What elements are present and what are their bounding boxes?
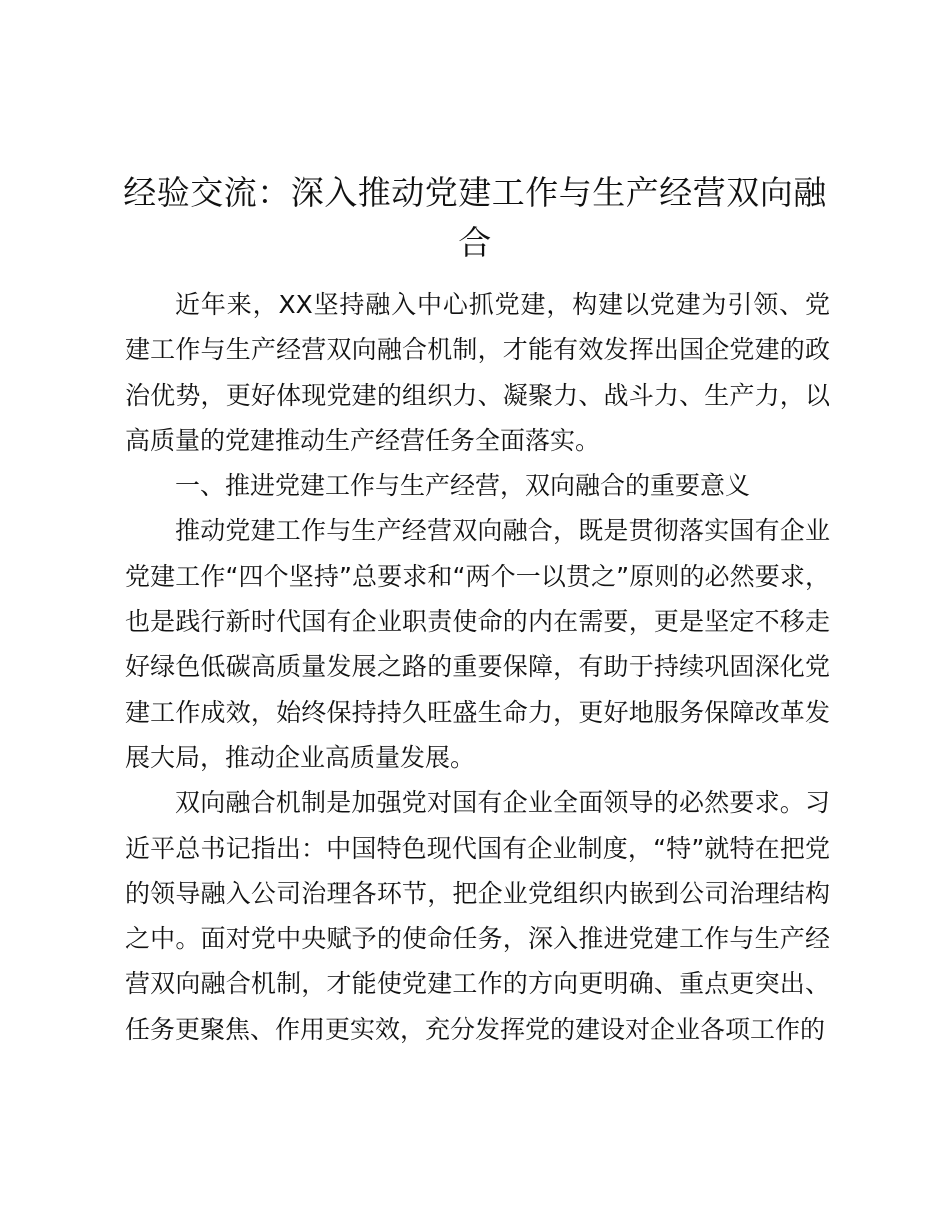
paragraph-significance: 推动党建工作与生产经营双向融合，既是贯彻落实国有企业党建工作“四个坚持”总要求和“两个一以贯之”原则的必然要求，也是践行新时代国有企业职责使命的内在需要，更是坚定不移走好绿色低碳高质量发展之路的重要保障，有助于持续巩固深化党建工作成效，始终保持持久旺盛生命力，更好地服务保障改革发展大局，推动企业高质量发展。: [125, 516, 830, 772]
document-title: 经验交流：深入推动党建工作与生产经营双向融合: [123, 173, 827, 262]
section-heading: 一、推进党建工作与生产经营，双向融合的重要意义: [175, 471, 751, 501]
paragraph-mechanism: 双向融合机制是加强党对国有企业全面领导的必然要求。习近平总书记指出：中国特色现代国有企业制度，“特”就特在把党的领导融入公司治理各环节，把企业党组织内嵌到公司治理结构之中。面对党中央赋予的使命任务，深入推进党建工作与生产经营双向融合机制，才能使党建工作的方向更明确、重点更突出、任务更聚焦、作用更实效，充分发挥党的建设对企业各项工作的: [125, 788, 830, 1044]
paragraph-intro: 近年来，XX坚持融入中心抓党建，构建以党建为引领、党建工作与生产经营双向融合机制，才能有效发挥出国企党建的政治优势，更好体现党建的组织力、凝聚力、战斗力、生产力，以高质量的党建推动生产经营任务全面落实。: [125, 290, 830, 455]
document-body: [125, 282, 830, 1052]
